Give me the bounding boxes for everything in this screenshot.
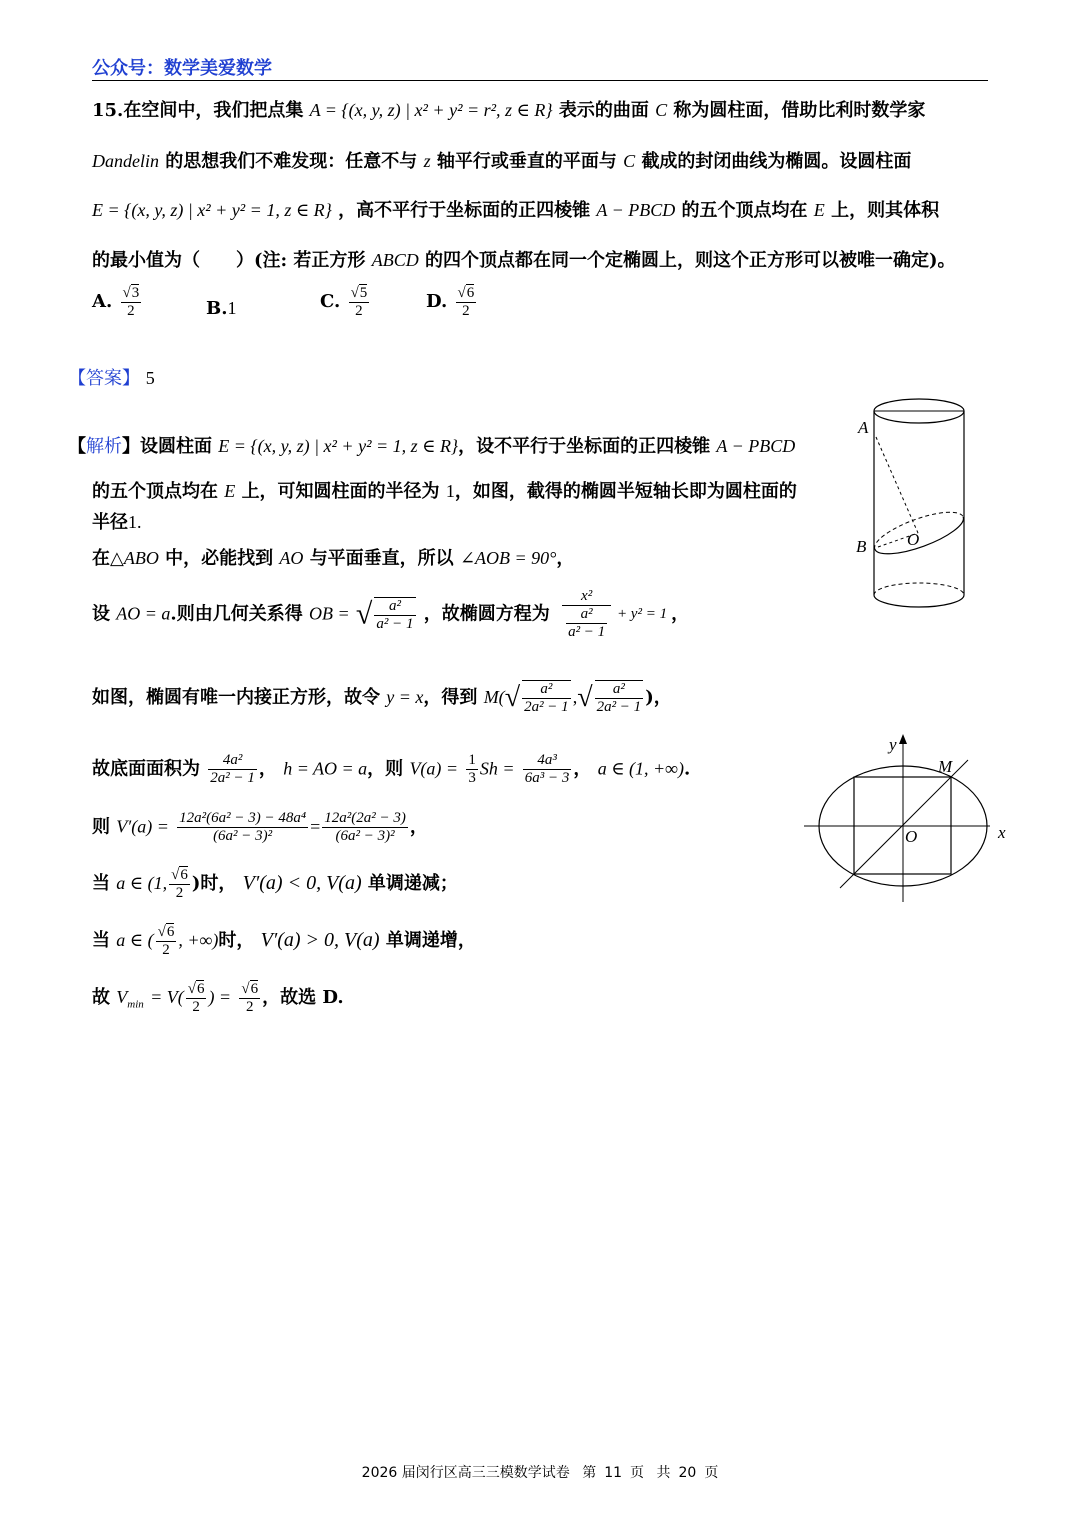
a-math: y = x bbox=[386, 687, 424, 707]
a-text: 设圆柱面 bbox=[140, 436, 212, 457]
account-header: 公众号：数学美爱数学 bbox=[92, 58, 272, 79]
set-E: E = {(x, y, z) | x² + y² = 1, z ∈ R} bbox=[92, 200, 332, 220]
a-math: V′(a) < 0, V(a) bbox=[242, 872, 362, 894]
a-text: ，则 bbox=[367, 758, 404, 780]
a-text: 则 bbox=[92, 816, 110, 838]
a-text: 故底面面积为 bbox=[92, 758, 200, 780]
q-math: ABCD bbox=[371, 250, 419, 270]
a-text: 在△ bbox=[92, 548, 124, 569]
analysis-line-5 bbox=[92, 588, 689, 641]
question-line-1 bbox=[92, 98, 925, 123]
a-text: 设 bbox=[92, 603, 110, 625]
question-line-4 bbox=[92, 248, 956, 273]
a-text: 半径 bbox=[92, 512, 128, 533]
frac-den: (6a² − 3)² bbox=[335, 828, 395, 844]
q-text: 表示的曲面 bbox=[558, 100, 649, 121]
ellipse-equation: $\frac{\text{x²}}{\frac{\text{a²}}{\text{a² − 1}}}$ + y² = 1 bbox=[558, 588, 669, 641]
a-text: 的五个顶点均在 bbox=[92, 481, 218, 502]
label-A: A bbox=[858, 418, 869, 437]
a-text: ， bbox=[556, 548, 575, 569]
label-B: B bbox=[856, 537, 867, 556]
a-math: a ∈ (1, bbox=[116, 873, 168, 893]
a-text: ，故选 D. bbox=[262, 987, 344, 1008]
analysis-line-1 bbox=[68, 434, 795, 459]
analysis-line-7 bbox=[92, 752, 690, 787]
a-math: ∠AOB = 90° bbox=[459, 548, 557, 568]
a-math: ABO bbox=[123, 548, 159, 568]
answer-tag: 【答案】 bbox=[68, 368, 140, 389]
q-text: 的思想我们不难发现：任意不与 bbox=[165, 151, 418, 172]
a-text: 中，必能找到 bbox=[165, 548, 274, 569]
a-math: h = AO = a bbox=[283, 758, 368, 779]
a-text: ，设不平行于坐标面的正四棱锥 bbox=[458, 436, 711, 457]
a-text: )， bbox=[645, 687, 672, 708]
a-math: E bbox=[224, 481, 236, 501]
a-math-sub: min bbox=[127, 998, 144, 1011]
frac-num: 12a²(6a² − 3) − 48a⁴ bbox=[179, 810, 307, 826]
q-math: E bbox=[813, 200, 825, 220]
frac-num: 5 bbox=[359, 285, 368, 301]
q-math: z bbox=[423, 151, 431, 171]
frac-den: (6a² − 3)² bbox=[213, 828, 273, 844]
a-text: . bbox=[684, 758, 691, 780]
a-math: 1 bbox=[445, 481, 455, 501]
choice-value: 1 bbox=[227, 298, 237, 318]
a-math: ) = bbox=[208, 987, 232, 1007]
a-text: 如图，椭圆有唯一内接正方形，故令 bbox=[92, 687, 380, 708]
answer-line bbox=[68, 366, 155, 391]
sqrt-sign: √ bbox=[355, 597, 373, 631]
q-text: 称为圆柱面，借助比利时数学家 bbox=[673, 100, 926, 121]
q-math: C bbox=[623, 151, 636, 171]
a-math: a ∈ (1, +∞) bbox=[597, 758, 684, 779]
analysis-line-9: 当 a ∈ (1, √ $\frac{6}{2}$ )时， V′(a) < 0, V(a) 单调递减； bbox=[92, 866, 458, 902]
a-text: )时， bbox=[191, 873, 237, 894]
analysis-bracket: 【 bbox=[68, 436, 86, 457]
q-text: 的四个顶点都在同一个定椭圆上，则这个正方形可以被唯一确定)。 bbox=[425, 250, 956, 271]
a-text: 单调递增， bbox=[385, 930, 476, 951]
a-text: 上，可知圆柱面的半径为 bbox=[241, 481, 440, 502]
analysis-line-6: 如图，椭圆有唯一内接正方形，故令 y = x，得到 M(√ $\frac{\text{a²}}{\text{2a² − 1}}$ ,√ $\frac{\text{a²}}{\text{2a² − 1}}$ )， bbox=[92, 681, 672, 715]
volume-fraction: $\frac{\text{4a³}}{\text{6a³ − 3}}$ bbox=[524, 752, 570, 786]
analysis-line-2 bbox=[92, 479, 797, 504]
analysis-line-8: 则 V′(a) = $\frac{\text{12a²(6a² − 3) − 48a⁴}}{\text{(6a² − 3)²}}$ = $\frac{\text{12a²(2a² − 3)}}{\text{(6a² − 3)²}}$ ， bbox=[92, 810, 428, 844]
a-text: 与平面垂直，所以 bbox=[309, 548, 454, 569]
a-math: V(a) = bbox=[409, 758, 459, 779]
footer-text: 页 bbox=[630, 1465, 645, 1481]
q-math: A − PBCD bbox=[596, 200, 676, 220]
question-line-2 bbox=[92, 149, 911, 174]
q-text: 轴平行或垂直的平面与 bbox=[436, 151, 617, 172]
a-math: A − PBCD bbox=[716, 436, 796, 456]
label-O: O bbox=[907, 530, 920, 549]
a-text: ，得到 bbox=[423, 687, 478, 708]
a-math: Sh = bbox=[479, 758, 515, 779]
choice-label: A. bbox=[92, 291, 113, 312]
label-M: M bbox=[938, 757, 953, 776]
a-math: V bbox=[116, 987, 128, 1007]
footer-total-pages: 20 bbox=[678, 1465, 697, 1481]
frac-den: 2 bbox=[462, 303, 470, 319]
frac-den: 2 bbox=[355, 303, 363, 319]
a-math: E = {(x, y, z) | x² + y² = 1, z ∈ R} bbox=[218, 436, 459, 456]
analysis-tag: 解析 bbox=[86, 436, 122, 457]
analysis-line-11: 故 $V_{min} = V$( √ $\frac{6}{2}$ ) = √ $\frac{6}{2}$ ，故选 D. bbox=[92, 980, 344, 1016]
derivative-fraction-2 bbox=[322, 810, 408, 845]
choice-A bbox=[92, 284, 143, 320]
q-math: C bbox=[655, 100, 668, 120]
footer-text: 第 bbox=[582, 1465, 597, 1481]
page-footer bbox=[0, 1462, 1080, 1482]
set-A: A = {(x, y, z) | x² + y² = r², z ∈ R} bbox=[309, 100, 553, 120]
a-math: M( bbox=[483, 687, 505, 707]
choice-D bbox=[426, 284, 478, 320]
frac-den: 2 bbox=[127, 303, 135, 319]
a-text: ， bbox=[409, 816, 428, 838]
a-math: , +∞) bbox=[178, 930, 219, 950]
a-text: ，故椭圆方程为 bbox=[423, 603, 550, 625]
analysis-bracket: 】 bbox=[122, 436, 140, 457]
a-math: V′(a) = bbox=[116, 816, 169, 837]
a-math: V′(a) > 0, V(a) bbox=[260, 929, 380, 951]
label-x: x bbox=[998, 823, 1006, 842]
choice-label: B. bbox=[206, 298, 228, 319]
footer-text: 页 bbox=[704, 1465, 719, 1481]
a-text: 当 bbox=[92, 873, 110, 894]
a-text: 单调递减； bbox=[367, 873, 458, 894]
a-math: OB = bbox=[308, 603, 350, 624]
q-text: 截成的封闭曲线为椭圆。设圆柱面 bbox=[641, 151, 912, 172]
a-text: ， bbox=[258, 758, 277, 780]
a-math: = V( bbox=[150, 987, 184, 1007]
ob-fraction: $\frac{\text{a²}}{\text{a² − 1}}$ bbox=[376, 597, 414, 632]
frac-num: 3 bbox=[131, 285, 140, 301]
third-fraction: $\frac{1}{3}$ bbox=[468, 752, 476, 786]
a-text: 时， bbox=[218, 930, 255, 951]
choice-fraction bbox=[456, 284, 477, 320]
frac-num: 12a²(2a² − 3) bbox=[324, 810, 406, 826]
a-math: a ∈ ( bbox=[116, 930, 154, 950]
answer-value: 5 bbox=[145, 368, 155, 388]
frac-num: 6 bbox=[466, 285, 475, 301]
question-line-3 bbox=[92, 198, 939, 223]
footer-text: 共 bbox=[656, 1465, 671, 1481]
q-text: 上，则其体积 bbox=[831, 200, 940, 221]
a-math: AO = a bbox=[116, 603, 171, 624]
choice-fraction bbox=[121, 284, 142, 320]
choice-C bbox=[320, 284, 371, 320]
q-text: 的最小值为（ ）(注: 若正方形 bbox=[92, 250, 366, 271]
choice-label: C. bbox=[320, 291, 341, 312]
a-text: 故 bbox=[92, 987, 110, 1008]
a-text: ， bbox=[573, 758, 592, 780]
choice-fraction bbox=[349, 284, 370, 320]
choice-B bbox=[206, 298, 236, 319]
a-text: ，如图，截得的椭圆半短轴长即为圆柱面的 bbox=[454, 481, 797, 502]
footer-title: 2026 届闵行区高三三模数学试卷 bbox=[361, 1465, 570, 1481]
q-text: ，高不平行于坐标面的正四棱锥 bbox=[338, 200, 591, 221]
analysis-line-4 bbox=[92, 546, 574, 571]
analysis-line-10: 当 a ∈ ( √ $\frac{6}{2}$ , +∞)时， V′(a) > 0, V(a) 单调递增， bbox=[92, 923, 476, 959]
a-math: 1. bbox=[128, 512, 142, 532]
q-number-text: 15.在空间中，我们把点集 bbox=[92, 100, 304, 121]
header-rule bbox=[92, 80, 988, 81]
a-text: .则由几何关系得 bbox=[170, 603, 303, 625]
cylinder-figure bbox=[850, 395, 980, 625]
footer-page-number: 11 bbox=[604, 1465, 623, 1481]
a-text: ， bbox=[671, 603, 690, 625]
derivative-fraction-1 bbox=[177, 810, 308, 845]
a-math: AO bbox=[279, 548, 304, 568]
label-O: O bbox=[905, 827, 918, 846]
ellipse-figure bbox=[800, 730, 1015, 910]
analysis-line-3 bbox=[92, 510, 142, 535]
label-y: y bbox=[889, 735, 897, 754]
area-fraction: $\frac{\text{4a²}}{\text{2a² − 1}}$ bbox=[210, 752, 255, 786]
choice-label: D. bbox=[426, 291, 448, 312]
q-text: 的五个顶点均在 bbox=[681, 200, 808, 221]
a-text: 当 bbox=[92, 930, 110, 951]
q-math: Dandelin bbox=[92, 151, 159, 171]
